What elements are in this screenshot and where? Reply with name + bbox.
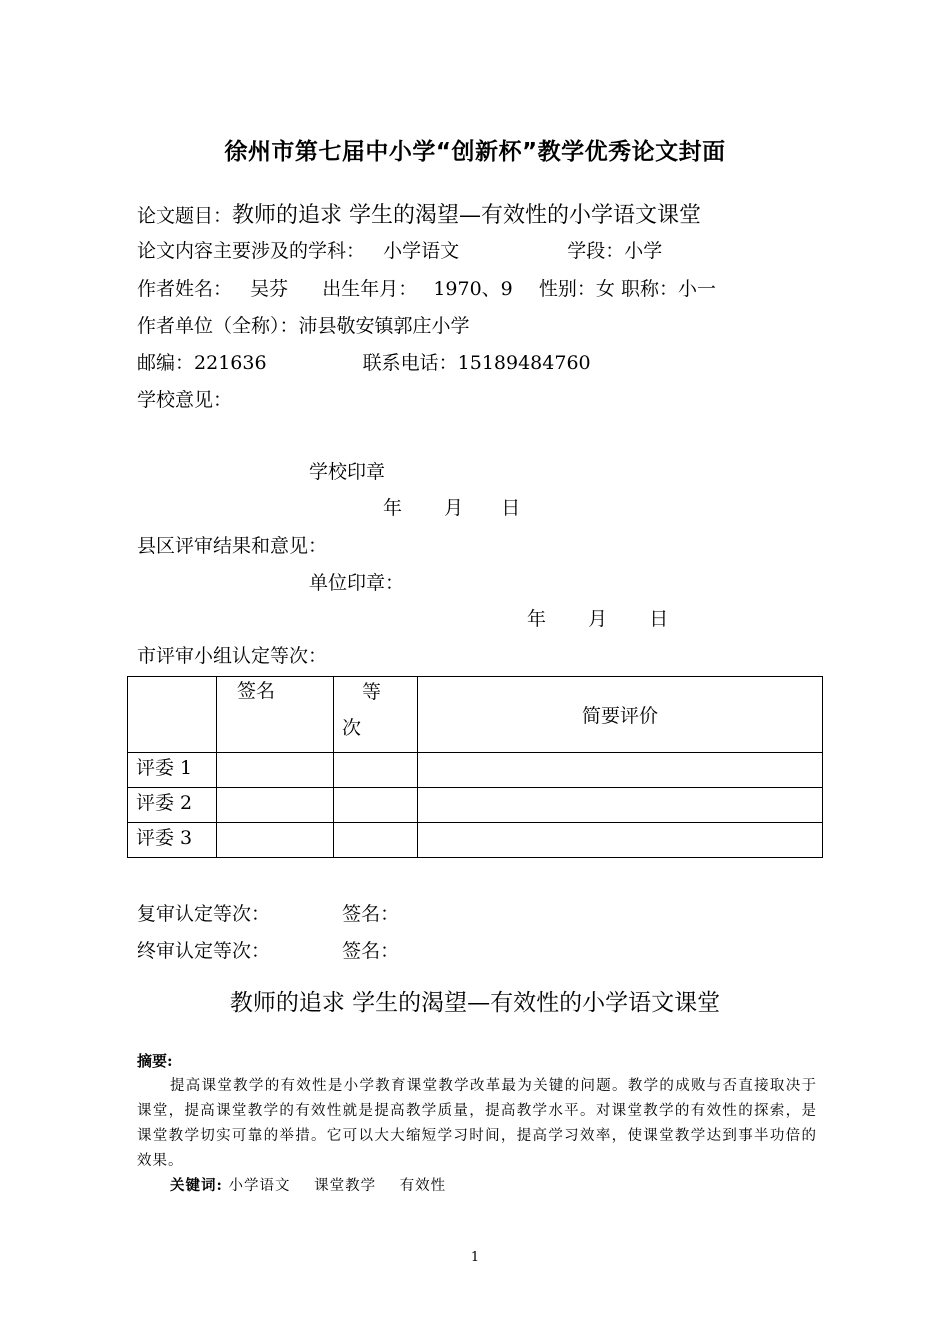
recheck-label: 复审认定等次： — [137, 903, 271, 925]
keyword-item: 有效性 — [399, 1178, 447, 1194]
table-row — [128, 823, 823, 858]
rank-label: 职称： — [620, 278, 678, 300]
unit-stamp-label: 单位印章： — [309, 572, 405, 594]
unit-label: 作者单位（全称）： — [137, 315, 299, 337]
header-sign: 签名 — [217, 677, 334, 753]
header-grade-2: 次 — [342, 717, 362, 739]
school-date-month: 月 — [444, 497, 464, 519]
table-row — [128, 788, 823, 823]
grade-cell — [334, 823, 418, 858]
judge-label: 评委 1 — [128, 753, 217, 788]
sign-cell — [217, 753, 334, 788]
county-date-year: 年 — [527, 608, 547, 630]
contact-line — [137, 348, 591, 375]
table-row — [128, 753, 823, 788]
rank-value: 小一 — [677, 278, 716, 300]
review-table — [127, 676, 823, 858]
keyword-item: 小学语文 — [228, 1178, 291, 1194]
final-sign: 签名： — [342, 940, 400, 962]
author-line — [137, 274, 716, 301]
sign-cell — [217, 823, 334, 858]
birth-value: 1970、9 — [433, 278, 513, 300]
postcode-value: 221636 — [194, 352, 267, 374]
author-value: 吴芬 — [250, 278, 289, 300]
keywords-line — [170, 1174, 464, 1195]
county-date-month: 月 — [588, 608, 608, 630]
phone-label: 联系电话： — [362, 352, 458, 374]
review-table-header — [128, 677, 823, 753]
judge-label: 评委 2 — [128, 788, 217, 823]
header-summary: 简要评价 — [418, 677, 823, 753]
postcode-label: 邮编： — [137, 352, 195, 374]
birth-label: 出生年月： — [322, 278, 418, 300]
subject-label: 论文内容主要涉及的学科： — [137, 240, 366, 262]
keyword-item: 课堂教学 — [314, 1178, 377, 1194]
sign-cell — [217, 788, 334, 823]
unit-value: 沛县敬安镇郭庄小学 — [298, 315, 470, 337]
county-date-day: 日 — [649, 608, 669, 630]
grade-cell — [334, 788, 418, 823]
subject-value: 小学语文 — [383, 240, 460, 262]
header-grade-1: 等 — [362, 681, 382, 703]
subject-line — [137, 236, 662, 263]
city-review-label: 市评审小组认定等次： — [137, 645, 328, 667]
school-date-year: 年 — [383, 497, 403, 519]
page-number: 1 — [470, 1250, 480, 1265]
paper-title: 教师的追求 学生的渴望—有效性的小学语文课堂 — [229, 990, 721, 1016]
judge-label: 评委 3 — [128, 823, 217, 858]
school-date — [383, 493, 520, 520]
header-empty-cell — [128, 677, 217, 753]
county-date — [527, 604, 668, 631]
gender-label: 性别： — [538, 278, 596, 300]
recheck-line — [137, 899, 399, 926]
stage-value: 小学 — [624, 240, 663, 262]
phone-value: 15189484760 — [457, 352, 591, 374]
county-opinion-label: 县区评审结果和意见： — [137, 535, 328, 557]
final-label: 终审认定等次： — [137, 940, 271, 962]
grade-cell — [334, 753, 418, 788]
unit-line — [137, 311, 470, 338]
topic-label: 论文题目： — [137, 205, 233, 227]
gender-value: 女 — [595, 278, 615, 300]
abstract-text: 提高课堂教学的有效性是小学教育课堂教学改革最为关键的问题。教学的成败与否直接取决于课堂，提高课堂教学的有效性就是提高教学质量，提高教学水平。对课堂教学的有效性的探索，是课堂教学切实可靠的举措。它可以大大缩短学习时间，提高学习效率，使课堂教学达到事半功倍的效果。 — [137, 1078, 817, 1169]
summary-cell — [418, 788, 823, 823]
abstract-label: 摘要: — [137, 1052, 173, 1070]
topic-line — [137, 198, 701, 229]
recheck-sign: 签名： — [342, 903, 400, 925]
summary-cell — [418, 753, 823, 788]
author-label: 作者姓名： — [137, 278, 233, 300]
summary-cell — [418, 823, 823, 858]
cover-title: 徐州市第七届中小学“创新杯”教学优秀论文封面 — [224, 139, 726, 165]
school-date-day: 日 — [501, 497, 521, 519]
topic-value: 教师的追求 学生的渴望—有效性的小学语文课堂 — [232, 203, 702, 228]
school-stamp-label: 学校印章 — [309, 461, 386, 483]
school-opinion-label: 学校意见： — [137, 389, 233, 411]
keywords-label: 关键词: — [170, 1177, 223, 1194]
stage-label: 学段： — [567, 240, 625, 262]
final-line — [137, 936, 399, 963]
header-grade — [334, 677, 418, 753]
